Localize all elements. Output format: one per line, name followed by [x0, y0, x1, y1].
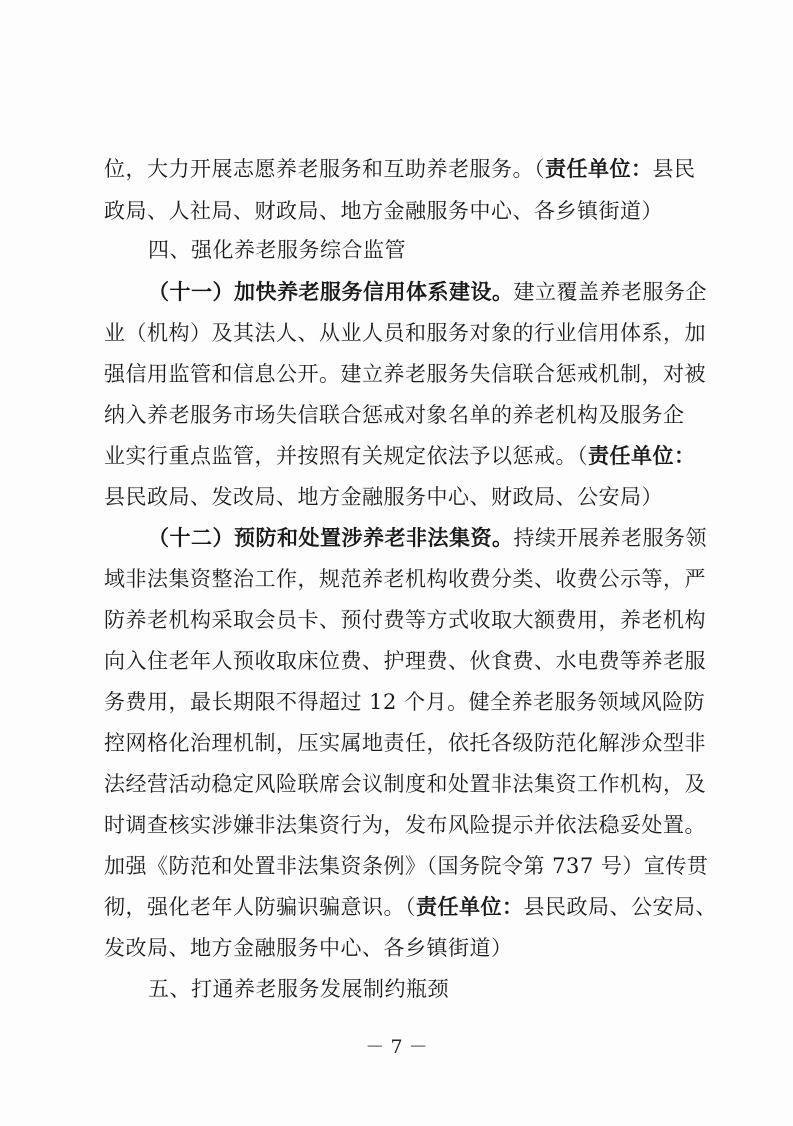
text-line: 加强《防范和处置非法集资条例》（国务院令第 737 号）宣传贯 [104, 854, 709, 878]
line-text: 建立覆盖养老服务企 [513, 280, 707, 304]
text-line: 政局、人社局、财政局、地方金融服务中心、各乡镇街道） [104, 199, 663, 223]
section-heading: 四、强化养老服务综合监管 [148, 238, 406, 262]
text-line: 向入住老年人预收取床位费、护理费、伙食费、水电费等养老服 [104, 649, 706, 673]
line-text: 彻，强化老年人防骗识骗意识。（ [104, 895, 416, 919]
item-title: 预防和处置涉养老非法集资。 [234, 525, 514, 550]
line-text: 位，大力开展志愿养老服务和互助养老服务。（ [104, 157, 545, 181]
line-text: 持续开展养老服务领 [513, 526, 707, 550]
text-line: 防养老机构采取会员卡、预付费等方式收取大额费用，养老机构 [104, 608, 706, 632]
text-line: 务费用，最长期限不得超过 12 个月。健全养老服务领域风险防 [104, 690, 706, 714]
section-heading: 五、打通养老服务发展制约瓶颈 [148, 977, 449, 1001]
text-line: 控网格化治理机制，压实属地责任，依托各级防范化解涉众型非 [104, 731, 706, 755]
text-line [148, 518, 707, 558]
responsible-unit-label: 责任单位： [588, 443, 696, 468]
page-number: － 7 － [365, 1036, 428, 1058]
text-line: 强信用监管和信息公开。建立养老服务失信联合惩戒机制，对被 [104, 362, 706, 386]
text-line [104, 149, 696, 189]
text-line: 县民政局、发改局、地方金融服务中心、财政局、公安局） [104, 485, 663, 509]
text-line: 纳入养老服务市场失信联合惩戒对象名单的养老机构及服务企 [104, 403, 685, 427]
item-number: （十二） [148, 525, 234, 550]
line-text: 县民 [652, 157, 696, 181]
responsible-unit-label: 责任单位： [416, 894, 524, 919]
text-line [104, 436, 696, 476]
line-text: 业实行重点监管，并按照有关规定依法予以惩戒。（ [104, 444, 588, 468]
text-line [148, 272, 707, 312]
responsible-unit-label: 责任单位： [545, 156, 653, 181]
text-line: 域非法集资整治工作，规范养老机构收费分类、收费公示等，严 [104, 567, 706, 591]
item-title: 加快养老服务信用体系建设。 [234, 279, 514, 304]
text-line: 发改局、地方金融服务中心、各乡镇街道） [104, 936, 513, 960]
text-line: 法经营活动稳定风险联席会议制度和处置非法集资工作机构，及 [104, 772, 706, 796]
item-number: （十一） [148, 279, 234, 304]
text-line: 业（机构）及其法人、从业人员和服务对象的行业信用体系，加 [104, 321, 706, 345]
text-line: 时调查核实涉嫌非法集资行为，发布风险提示并依法稳妥处置。 [104, 813, 706, 837]
line-text: 县民政局、公安局、 [523, 895, 717, 919]
text-line [104, 887, 717, 927]
